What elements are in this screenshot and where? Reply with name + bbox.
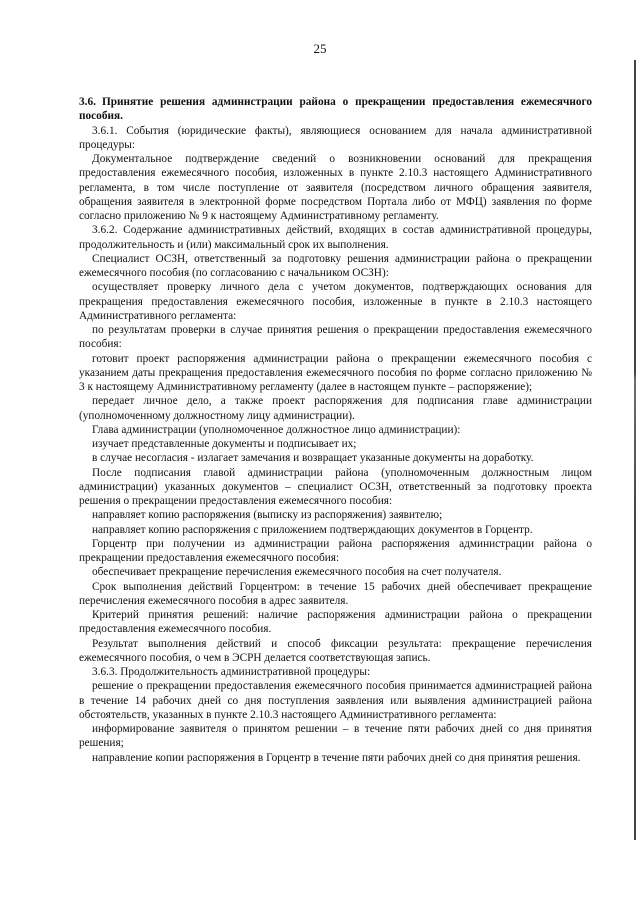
paragraph: После подписания главой администрации района (уполномоченным должностным лицом администрации) указанных документов – специалист ОСЗН, ответственный за подготовку проекта решения о прекращении предоставления ежемесячного пособия: [79,466,592,507]
paragraph: 3.6.3. Продолжительность административной процедуры: [92,666,371,678]
paragraph: Результат выполнения действий и способ фиксации результата: прекращение перечисления ежемесячного пособия, о чем в ЭСРН делается соответствующая запись. [79,637,592,664]
paragraph: готовит проект распоряжения администрации района о прекращении ежемесячного пособия с указанием даты прекращения предоставления ежемесячного пособия по форме согласно приложению № 3 к настоящему Административному регламенту (далее в настоящем пункте – распоряжение); [79,352,592,393]
section-heading [79,95,592,124]
paragraph: изучает представленные документы и подписывает их; [92,438,357,450]
paragraph: 3.6.2. Содержание административных действий, входящих в состав административной процедуры, продолжительность и (или) максимальный срок их выполнения. [79,224,592,251]
paragraph: информирование заявителя о принятом решении – в течение пяти рабочих дней со дня принятия решения; [79,723,592,750]
paragraph: направляет копию распоряжения с приложением подтверждающих документов в Горцентр. [92,523,533,536]
paragraph: Критерий принятия решений: наличие распоряжения администрации района о прекращении предоставления ежемесячного пособия. [79,609,592,636]
paragraph: направляет копию распоряжения (выписку из распоряжения) заявителю; [92,509,443,522]
section-number: 3.6. [79,96,96,108]
page-number: 25 [313,41,327,56]
document-body [79,95,592,765]
paragraph: 3.6.1. События (юридические факты), являющиеся основанием для начала административной процедуры: [79,124,592,151]
section-title: Принятие решения администрации района о прекращении предоставления ежемесячного пособия. [79,96,592,123]
paragraph: Специалист ОСЗН, ответственный за подготовку решения администрации района о прекращении ежемесячного пособия (по согласованию с начальником ОСЗН): [79,252,592,279]
paragraph: передает личное дело, а также проект распоряжения для подписания главе администрации (уполномоченному должностному лицу администрации). [79,395,592,422]
paragraph: по результатам проверки в случае принятия решения о прекращении предоставления ежемесячного пособия: [79,324,592,351]
paragraph: обеспечивает прекращение перечисления ежемесячного пособия на счет получателя. [92,566,502,579]
scan-edge-line [634,60,636,840]
paragraph: Горцентр при получении из администрации района распоряжения администрации района о прекращении предоставления ежемесячного пособия: [79,537,592,564]
paragraph: направление копии распоряжения в Горцентр в течение пяти рабочих дней со дня принятия решения. [92,751,581,764]
paragraph: осуществляет проверку личного дела с учетом документов, подтверждающих основания для прекращения предоставления ежемесячного пособия, изложенные в пункте в 2.10.3 настоящего Административного регламента: [79,281,592,322]
paragraph: в случае несогласия - излагает замечания и возвращает указанные документы на доработку. [92,452,534,465]
paragraph: Документальное подтверждение сведений о возникновении оснований для прекращения предоставления ежемесячного пособия, изложенных в пункте 2.10.3 настоящего Административного регламента, в том числе поступление от заявителя (посредством личного обращения заявителя, обращения заявителя в электронной форме посредством Портала либо от МФЦ) заявления по форме согласно приложению № 9 к настоящему Административному регламенту. [79,153,592,222]
paragraph: Срок выполнения действий Горцентром: в течение 15 рабочих дней обеспечивает прекращение перечисления ежемесячного пособия в адрес заявителя. [79,580,592,607]
paragraph: решение о прекращении предоставления ежемесячного пособия принимается администрацией района в течение 14 рабочих дней со дня поступления заявления или выявления администрацией района обстоятельств, указанных в пункте 2.10.3 настоящего Административного регламента: [79,680,592,721]
paragraph: Глава администрации (уполномоченное должностное лицо администрации): [92,423,461,436]
